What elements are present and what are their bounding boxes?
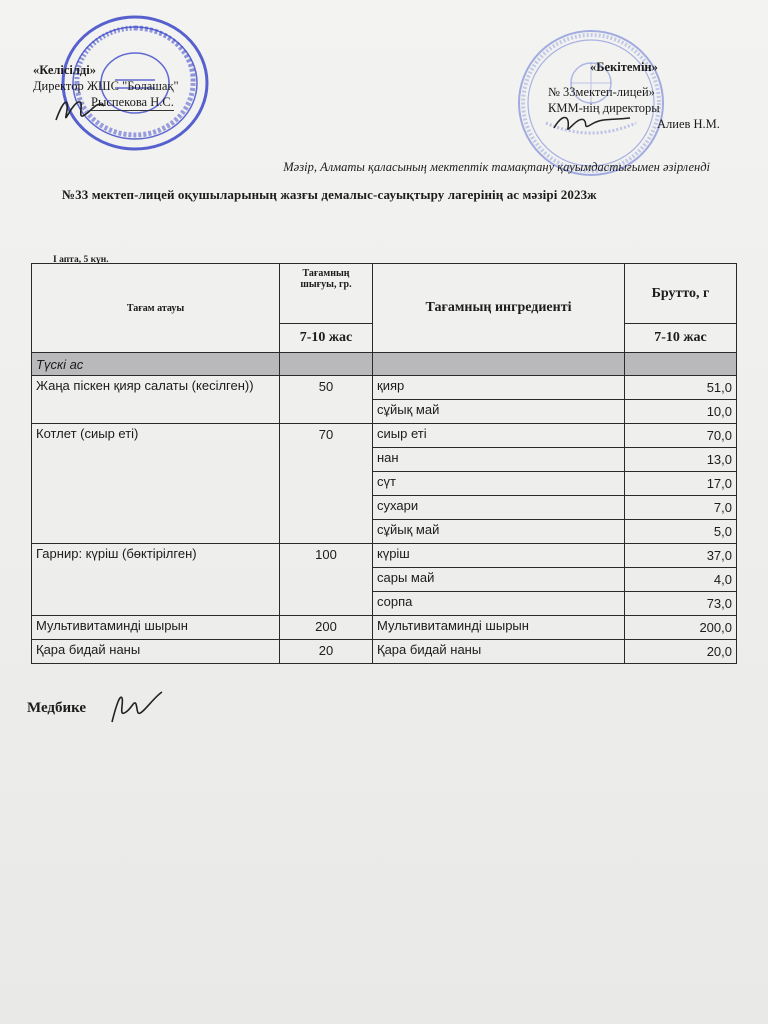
dish-yield: 200 <box>280 616 373 640</box>
dish-yield: 20 <box>280 640 373 664</box>
ingredient-name: сұйық май <box>373 520 625 544</box>
ingredient-name: сорпа <box>373 592 625 616</box>
header-brutto: Брутто, г <box>625 264 737 324</box>
approval-approved-school: № 33мектеп-лицей» <box>548 85 655 99</box>
ingredient-brutto: 51,0 <box>625 376 737 400</box>
document-title: №33 мектеп-лицей оқушыларының жазғы демалыс-сауықтыру лагерінің ас мәзірі 2023ж <box>62 187 597 202</box>
ingredient-brutto: 37,0 <box>625 544 737 568</box>
ingredient-name: қияр <box>373 376 625 400</box>
ingredient-name: сүт <box>373 472 625 496</box>
dish-name: Котлет (сиыр еті) <box>32 424 280 544</box>
table-row <box>32 544 737 568</box>
compiled-by-note: Мәзір, Алматы қаласының мектептік тамақтану қауымдастығымен әзірленді <box>283 160 710 174</box>
approval-agreed-position: Директор ЖШС "Болашақ" <box>33 79 179 93</box>
approval-approved-block <box>548 59 720 132</box>
table-row <box>32 616 737 640</box>
ingredient-name: сиыр еті <box>373 424 625 448</box>
ingredient-brutto: 20,0 <box>625 640 737 664</box>
ingredient-brutto: 13,0 <box>625 448 737 472</box>
header-yield-age: 7-10 жас <box>280 324 373 353</box>
dish-name: Қара бидай наны <box>32 640 280 664</box>
approval-agreed-block <box>33 62 179 111</box>
nurse-signature <box>106 688 166 728</box>
approval-agreed-name: Рыспекова Н.С. <box>91 95 174 109</box>
table-row <box>32 424 737 448</box>
ingredient-name: күріш <box>373 544 625 568</box>
dish-yield: 50 <box>280 376 373 424</box>
approval-agreed-heading: «Келісілді» <box>33 63 96 77</box>
week-day-label: I апта, 5 күн. <box>53 255 109 265</box>
menu-table <box>31 263 737 664</box>
section-label: Түскі ас <box>32 353 280 376</box>
ingredient-name: сухари <box>373 496 625 520</box>
dish-name: Жаңа піскен қияр салаты (кесілген)) <box>32 376 280 424</box>
ingredient-name: сұйық май <box>373 400 625 424</box>
approval-approved-name: Алиев Н.М. <box>657 117 720 131</box>
section-row-lunch <box>32 353 737 376</box>
header-dish-name: Тағам атауы <box>32 264 280 353</box>
ingredient-brutto: 4,0 <box>625 568 737 592</box>
table-row <box>32 376 737 400</box>
ingredient-brutto: 7,0 <box>625 496 737 520</box>
ingredient-brutto: 10,0 <box>625 400 737 424</box>
header-yield: Тағамның шығуы, гр. <box>280 264 373 324</box>
ingredient-name: сары май <box>373 568 625 592</box>
ingredient-name: Мультивитаминді шырын <box>373 616 625 640</box>
dish-name: Мультивитаминді шырын <box>32 616 280 640</box>
ingredient-name: нан <box>373 448 625 472</box>
approval-approved-heading: «Бекітемін» <box>590 60 658 74</box>
approval-approved-position: КММ-нің директоры <box>548 101 660 115</box>
ingredient-brutto: 5,0 <box>625 520 737 544</box>
dish-yield: 70 <box>280 424 373 544</box>
ingredient-brutto: 73,0 <box>625 592 737 616</box>
dish-yield: 100 <box>280 544 373 616</box>
ingredient-brutto: 70,0 <box>625 424 737 448</box>
table-row <box>32 640 737 664</box>
nurse-label: Медбике <box>27 700 87 716</box>
header-ingredients: Тағамның ингредиенті <box>373 264 625 353</box>
ingredient-name: Қара бидай наны <box>373 640 625 664</box>
dish-name: Гарнир: күріш (бөктірілген) <box>32 544 280 616</box>
ingredient-brutto: 17,0 <box>625 472 737 496</box>
header-brutto-age: 7-10 жас <box>625 324 737 353</box>
ingredient-brutto: 200,0 <box>625 616 737 640</box>
